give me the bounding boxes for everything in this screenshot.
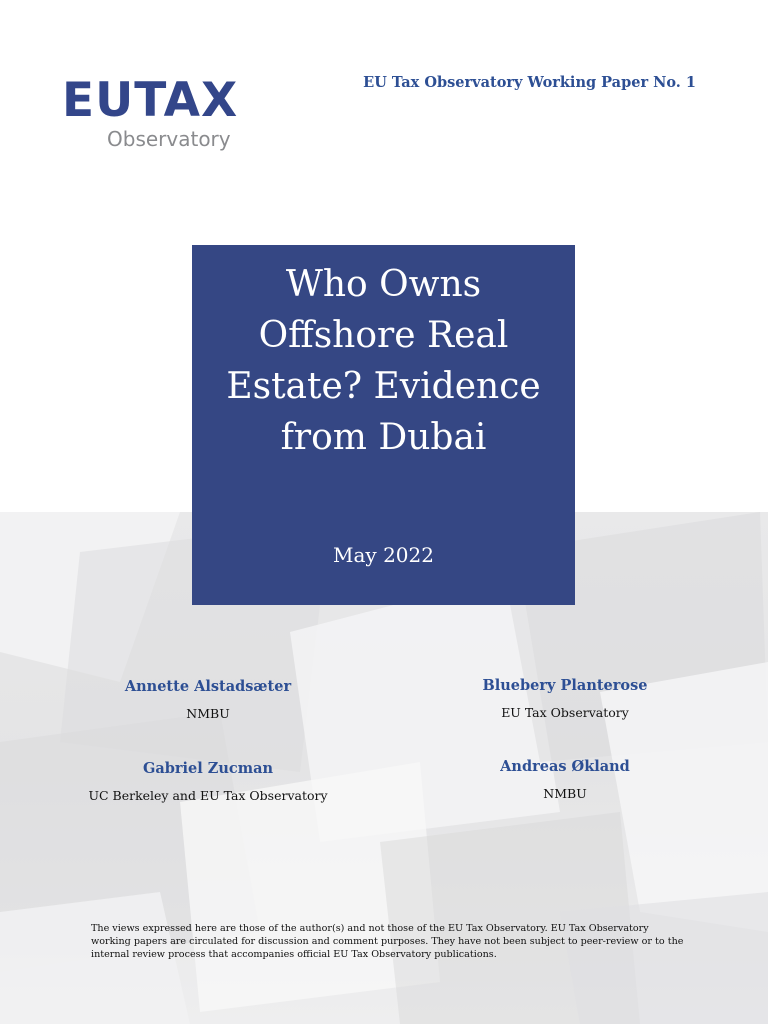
author-name: Gabriel Zucman	[142, 760, 274, 777]
author-block	[415, 757, 715, 803]
author-name: Andreas Økland	[500, 758, 630, 775]
logo-wordmark: EUTAX	[62, 73, 239, 128]
author-affiliation: EU Tax Observatory	[501, 705, 629, 720]
working-paper-series: EU Tax Observatory Working Paper No. 1	[363, 74, 696, 91]
logo-subtitle: Observatory	[107, 127, 231, 151]
author-affiliation: NMBU	[543, 786, 587, 801]
paper-title: Who Owns Offshore Real Estate? Evidence from Dubai	[226, 264, 541, 458]
author-name: Bluebery Planterose	[482, 677, 648, 694]
disclaimer-text: The views expressed here are those of the author(s) and not those of the EU Tax Observatory. EU Tax Observatory working papers are circulated for discussion and comment purposes. They have not been subject to peer-review or to the internal review process that accompanies official EU Tax Observatory publications.	[91, 923, 684, 960]
author-block	[58, 677, 358, 723]
eutax-logo	[62, 74, 262, 154]
author-affiliation: UC Berkeley and EU Tax Observatory	[88, 788, 328, 803]
author-block	[58, 759, 358, 805]
publication-date: May 2022	[333, 543, 434, 567]
author-affiliation: NMBU	[186, 706, 230, 721]
author-block	[415, 676, 715, 722]
title-box	[192, 245, 575, 605]
author-name: Annette Alstadsæter	[124, 678, 292, 695]
